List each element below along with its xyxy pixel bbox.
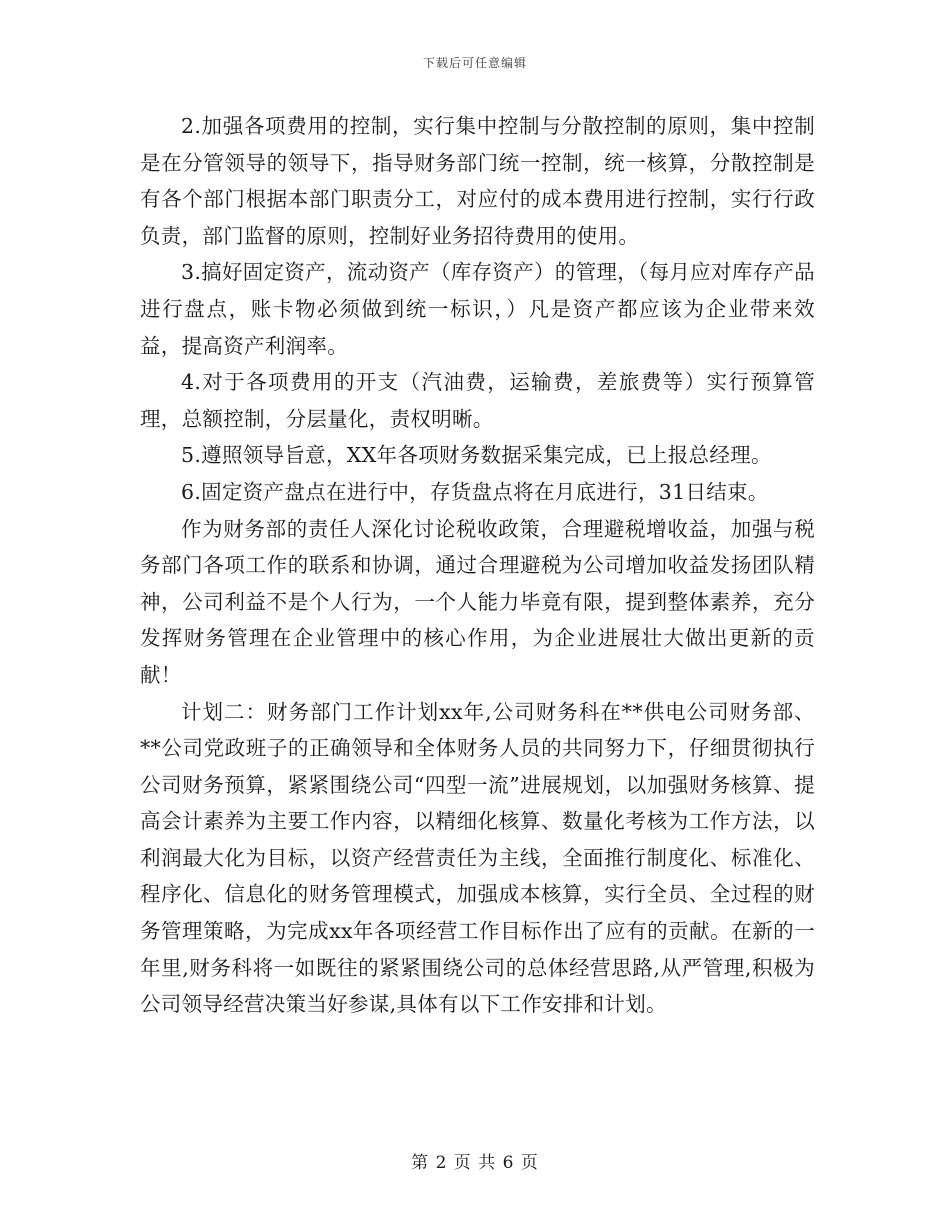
paragraph-item-6: 6.固定资产盘点在进行中，存货盘点将在月底进行，31日结束。 xyxy=(181,479,769,504)
paragraph-responsibility: 作为财务部的责任人深化讨论税收政策，合理避税增收益，加强与税务部门各项工作的联系和协调，通过合理避税为公司增加收益发扬团队精神，公司利益不是个人行为，一个人能力毕竟有限，提到整体素养，充分发挥财务管理在企业管理中的核心作用，为企业进展壮大做出更新的贡献！ xyxy=(140,516,815,687)
paragraph-item-3: 3.搞好固定资产，流动资产（库存资产）的管理，（每月应对库存产品进行盘点，账卡物必须做到统一标识，）凡是资产都应该为企业带来效益，提高资产利润率。 xyxy=(140,260,815,358)
document-body xyxy=(140,108,815,1023)
page-header: 下载后可任意编辑 xyxy=(422,56,527,70)
paragraph-plan-two: 计划二：财务部门工作计划xx年,公司财务科在**供电公司财务部、**公司党政班子的正确领导和全体财务人员的共同努力下，仔细贯彻执行公司财务预算，紧紧围绕公司“四型一流”进展规划，以加强财务核算、提高会计素养为主要工作内容，以精细化核算、数量化考核为工作方法，以利润最大化为目标，以资产经营责任为主线，全面推行制度化、标准化、程序化、信息化的财务管理模式，加强成本核算，实行全员、全过程的财务管理策略，为完成xx年各项经营工作目标作出了应有的贡献。在新的一年里,财务科将一如既往的紧紧围绕公司的总体经营思路,从严管理,积极为公司领导经营决策当好参谋,具体有以下工作安排和计划。 xyxy=(140,699,815,1017)
page-number: 第 2 页 共 6 页 xyxy=(411,1153,539,1173)
paragraph-item-5: 5.遵照领导旨意，XX年各项财务数据采集完成，已上报总经理。 xyxy=(181,443,772,468)
paragraph-item-4: 4.对于各项费用的开支（汽油费，运输费，差旅费等）实行预算管理，总额控制，分层量化，责权明晰。 xyxy=(140,370,815,431)
paragraph-item-2: 2.加强各项费用的控制，实行集中控制与分散控制的原则，集中控制是在分管领导的领导下，指导财务部门统一控制，统一核算，分散控制是有各个部门根据本部门职责分工，对应付的成本费用进行控制，实行行政负责，部门监督的原则，控制好业务招待费用的使用。 xyxy=(140,114,815,248)
